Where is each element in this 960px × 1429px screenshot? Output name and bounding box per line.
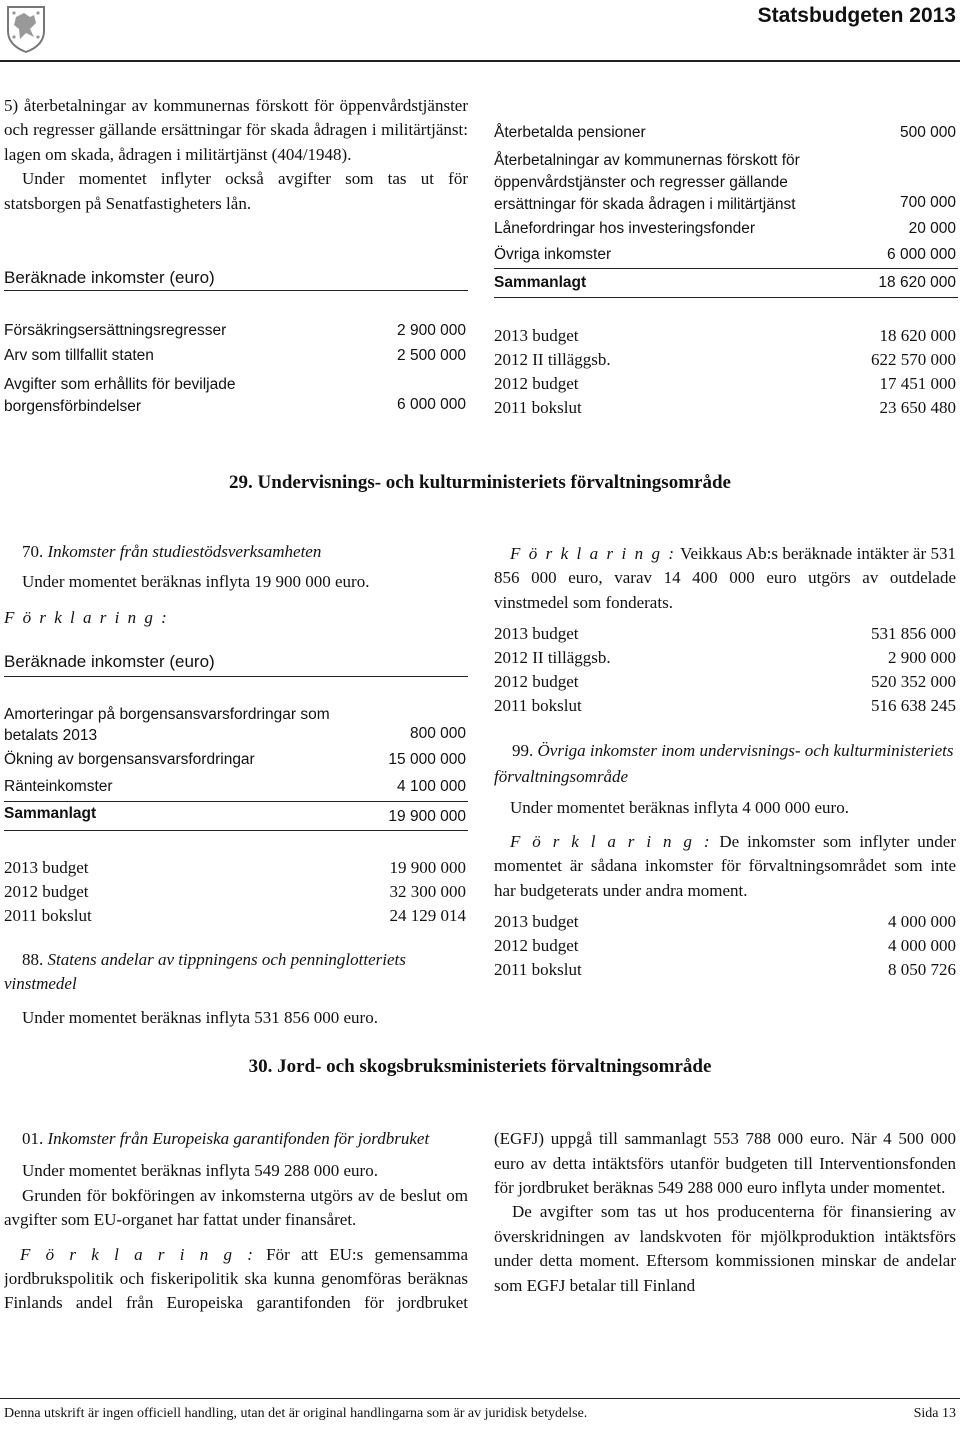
- moment-88-text: Under momentet beräknas inflyta 531 856 000 euro.: [22, 1008, 378, 1027]
- table-title: Beräknade inkomster (euro): [4, 268, 215, 287]
- table-rule: [4, 676, 468, 677]
- row-value: 700 000: [899, 194, 956, 211]
- row-value: 2 900 000: [397, 322, 466, 339]
- moment-number: 99.: [512, 741, 534, 760]
- budget-row: [494, 350, 956, 370]
- top-left-column: [4, 94, 468, 216]
- table-rule: [4, 290, 468, 291]
- budget-value: 32 300 000: [389, 882, 466, 901]
- budget-label: 2012 II tilläggsb.: [494, 648, 611, 667]
- moment-title: Statens andelar av tippningens och penninglotteriets vinstmedel: [4, 950, 406, 993]
- budget-value: 622 570 000: [871, 350, 956, 369]
- row-label: Avgifter som erhållits för beviljade borgensförbindelser: [4, 376, 236, 415]
- budget-value: 4 000 000: [888, 936, 956, 955]
- row-label: Försäkringsersättningsregresser: [4, 322, 227, 339]
- row-value: 15 000 000: [388, 751, 466, 768]
- moment-01-text: Under momentet beräknas inflyta 549 288 000 euro.: [22, 1161, 378, 1181]
- table-total-row: [4, 805, 466, 826]
- budget-value: 24 129 014: [389, 906, 466, 925]
- total-value: 18 620 000: [878, 274, 956, 291]
- budget-row: [494, 374, 956, 394]
- budget-value: 23 650 480: [879, 398, 956, 417]
- moment-title: Inkomster från Europeiska garantifonden för jordbruket: [47, 1129, 430, 1148]
- row-label: Ränteinkomster: [4, 778, 113, 795]
- budget-label: 2013 budget: [494, 912, 579, 931]
- moment-01-left: [4, 1127, 468, 1316]
- moment-99-forklaring: [494, 830, 956, 903]
- table-row: [494, 246, 956, 264]
- row-label: Amorteringar på borgensansvarsfordringar som betalats 2013: [4, 706, 330, 744]
- paragraph-statsborgen: Under momentet inflyter också avgifter som tas ut för statsborgen på Senatfastigheters lån.: [4, 169, 468, 213]
- table-row: [4, 751, 466, 769]
- row-label: Återbetalningar av kommunernas förskott för öppenvårdstjänster och regresser gällande ersättningar för skada ådragen i militärtjänst: [494, 152, 800, 213]
- table-row: [4, 374, 466, 418]
- row-label: Arv som tillfallit staten: [4, 347, 154, 364]
- table-total-row: [494, 274, 956, 292]
- moment-70-text: Under momentet beräknas inflyta 19 900 000 euro.: [22, 572, 370, 591]
- budget-label: 2013 budget: [4, 858, 89, 877]
- table-row: [494, 220, 956, 238]
- budget-value: 531 856 000: [871, 624, 956, 643]
- row-value: 800 000: [409, 725, 466, 742]
- moment-99-heading: [494, 738, 956, 790]
- moment-01-para2: Grunden för bokföringen av inkomsterna utgörs av de beslut om avgifter som EU-organet har fattat under finansåret.: [4, 1185, 468, 1230]
- table-row: [4, 347, 466, 365]
- budget-value: 18 620 000: [879, 326, 956, 345]
- budget-row: [494, 960, 956, 980]
- budget-value: 17 451 000: [879, 374, 956, 393]
- row-value: 500 000: [899, 124, 956, 141]
- table-title: Beräknade inkomster (euro): [4, 652, 215, 671]
- budget-label: 2011 bokslut: [494, 960, 582, 979]
- total-label: Sammanlagt: [494, 274, 587, 291]
- budget-row: [4, 858, 466, 878]
- budget-value: 8 050 726: [888, 960, 956, 979]
- budget-label: 2012 budget: [4, 882, 89, 901]
- budget-value: 520 352 000: [871, 672, 956, 691]
- table-row: [4, 322, 466, 340]
- budget-value: 4 000 000: [888, 912, 956, 931]
- forklaring-label: F ö r k l a r i n g :: [510, 544, 677, 563]
- row-value: 4 100 000: [397, 778, 466, 795]
- budget-label: 2013 budget: [494, 326, 579, 345]
- row-label: Lånefordringar hos investeringsfonder: [494, 220, 756, 237]
- total-label: Sammanlagt: [4, 805, 97, 822]
- budget-label: 2011 bokslut: [494, 398, 582, 417]
- budget-label: 2011 bokslut: [494, 696, 582, 715]
- forklaring-text: För att EU:s gemensamma jordbrukspolitik och fiskeripolitik ska kunna genomföras beräknas Finlands andel från Europeiska garantifonden för jordbruket: [4, 1244, 468, 1313]
- budget-label: 2012 budget: [494, 672, 579, 691]
- table-row: [4, 778, 466, 796]
- budget-row: [4, 906, 466, 926]
- budget-value: 19 900 000: [389, 858, 466, 877]
- budget-value: 2 900 000: [888, 648, 956, 667]
- table-row: [494, 150, 956, 216]
- row-label: Övriga inkomster: [494, 246, 612, 263]
- budget-row: [494, 696, 956, 716]
- budget-row: [494, 936, 956, 956]
- table-rule: [494, 268, 958, 269]
- budget-label: 2012 II tilläggsb.: [494, 350, 611, 369]
- forklaring-text: De inkomster som inflyter under momentet är sådana inkomster för förvaltningsområdet som inte har budgeterats under andra moment.: [494, 832, 956, 900]
- section-30-title: 30. Jord- och skogsbruksministeriets förvaltningsområde: [248, 1056, 712, 1077]
- row-label: Återbetalda pensioner: [494, 124, 646, 141]
- moment-number: 88.: [22, 950, 44, 969]
- moment-99-text: Under momentet beräknas inflyta 4 000 000 euro.: [510, 798, 849, 817]
- moment-01-para-right: De avgifter som tas ut hos producenterna för finansiering av överskridningen av landskvoten för mjölkproduktion intäktsförs under detta moment. Eftersom kommissionen minskar de andelar som EGFJ betalar till Finland: [494, 1202, 956, 1295]
- table-rule: [4, 830, 468, 831]
- moment-88-heading: [4, 948, 464, 996]
- budget-row: [494, 326, 956, 346]
- row-value: 2 500 000: [397, 347, 466, 364]
- table-row: [4, 704, 466, 746]
- budget-label: 2012 budget: [494, 936, 579, 955]
- budget-row: [494, 648, 956, 668]
- header-rule: [0, 60, 960, 62]
- forklaring-label: F ö r k l a r i n g :: [4, 608, 169, 627]
- moment-title: Övriga inkomster inom undervisnings- och kulturministeriets förvaltningsområde: [494, 741, 954, 786]
- coat-of-arms-icon: [4, 3, 48, 53]
- total-value: 19 900 000: [388, 808, 466, 825]
- moment-88-forklaring: [494, 542, 956, 615]
- footer-rule: [0, 1398, 960, 1399]
- budget-value: 516 638 245: [871, 696, 956, 715]
- section-29-title: 29. Undervisnings- och kulturministeriets förvaltningsområde: [229, 472, 731, 493]
- page-number: Sida 13: [913, 1406, 956, 1421]
- moment-01-right: [494, 1127, 956, 1323]
- table-rule: [4, 801, 468, 802]
- budget-row: [494, 398, 956, 418]
- budget-row: [494, 624, 956, 644]
- budget-label: 2013 budget: [494, 624, 579, 643]
- moment-01-heading: [4, 1127, 468, 1151]
- moment-70-heading: [22, 542, 462, 562]
- row-value: 6 000 000: [887, 246, 956, 263]
- moment-title: Inkomster från studiestödsverksamheten: [47, 542, 322, 561]
- paragraph-item-5: 5) återbetalningar av kommunernas förskott för öppenvårdstjänster och regresser gällande ersättningar för skada ådragen i militärtjänst: lagen om skada, ådragen i militärtjänst (404/1948).: [4, 96, 468, 164]
- row-label: Ökning av borgensansvarsfordringar: [4, 751, 255, 768]
- moment-number: 70.: [22, 542, 44, 561]
- forklaring-text: Veikkaus Ab:s beräknade intäkter är 531 856 000 euro, varav 14 400 000 euro utgörs av outdelade vinstmedel som fonderats.: [494, 544, 956, 612]
- page-header-title: Statsbudgeten 2013: [757, 4, 956, 27]
- forklaring-label: F ö r k l a r i n g :: [20, 1244, 255, 1264]
- table-row: [494, 124, 956, 142]
- row-value: 20 000: [908, 220, 956, 237]
- budget-row: [494, 912, 956, 932]
- row-value: 6 000 000: [397, 396, 466, 413]
- budget-row: [494, 672, 956, 692]
- moment-01-forklaring-clip: [4, 1243, 468, 1316]
- budget-row: [4, 882, 466, 902]
- moment-number: 01.: [22, 1129, 44, 1148]
- table-rule: [494, 297, 958, 298]
- forklaring-label: F ö r k l a r i n g :: [510, 832, 712, 851]
- forklaring-text-continued: (EGFJ) uppgå till sammanlagt 553 788 000 euro. När 4 500 000 euro av detta intäktsförs utanför budgeten till Interventionsfonden för jordbruket beräknas 549 288 000 euro inflyta under momentet.: [494, 1129, 956, 1198]
- budget-label: 2012 budget: [494, 374, 579, 393]
- budget-label: 2011 bokslut: [4, 906, 92, 925]
- footer-note: Denna utskrift är ingen officiell handling, utan det är original handlingarna som är av juridisk betydelse.: [4, 1406, 588, 1421]
